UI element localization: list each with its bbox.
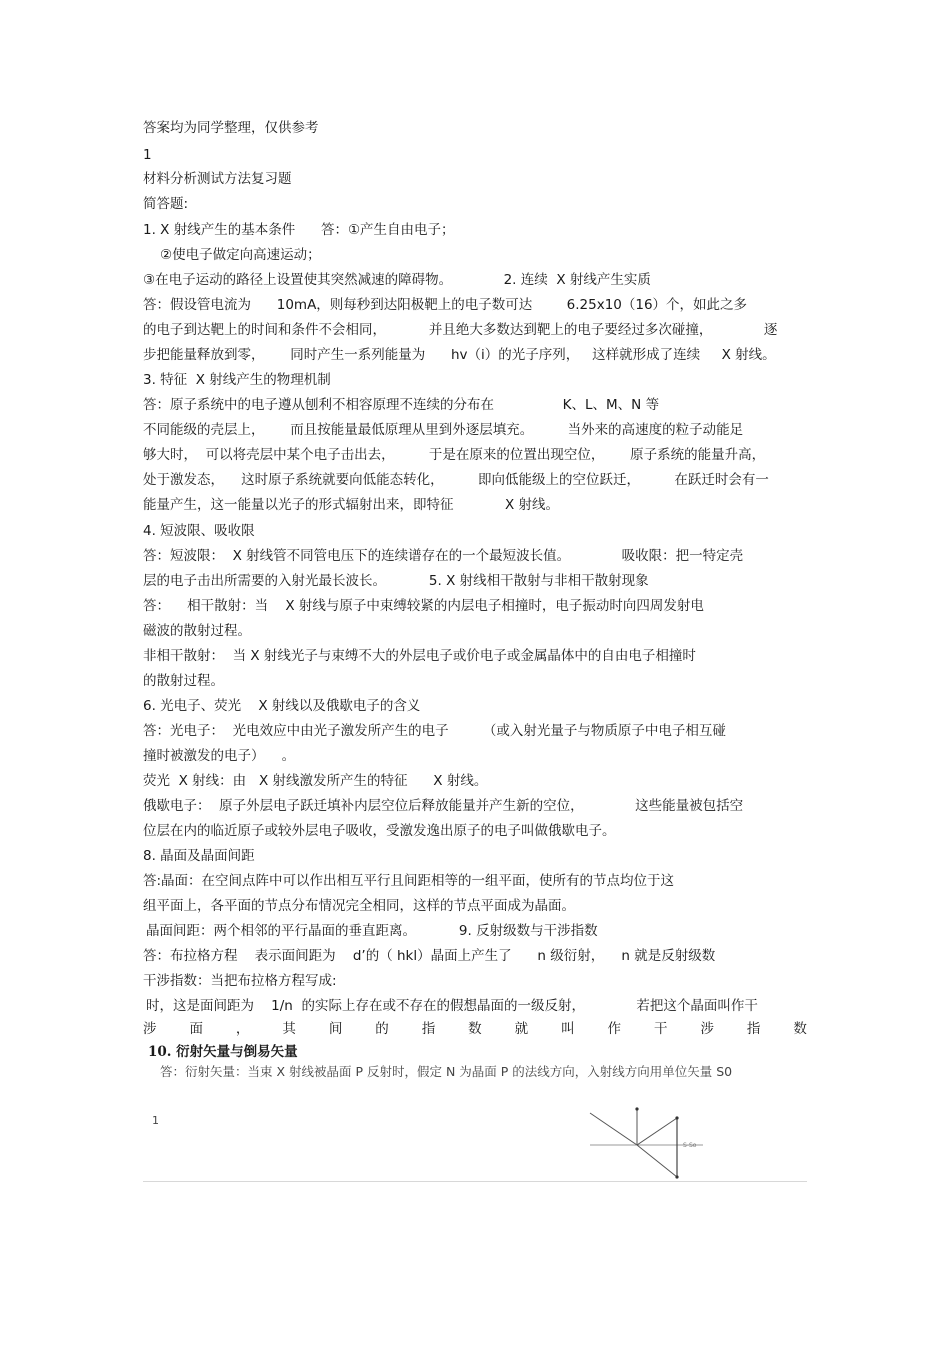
diagram-label: S-So [683, 1142, 697, 1149]
figure-number: 1 [152, 1114, 159, 1127]
reflected-ray [637, 1118, 677, 1145]
question-heading: 4. 短波限、吸收限 [143, 523, 255, 539]
page-number: 1 [143, 147, 152, 163]
figure-text: 答：衍射矢量：当束 X 射线被晶面 P 反射时，假定 N 为晶面 P 的法线方向，入射线方向用单位矢量 S0 [160, 1064, 733, 1079]
text-line: 俄歇电子： 原子外层电子跃迁填补内层空位后释放能量并产生新的空位， 这些能量被包括空 [143, 798, 744, 814]
text-line: 答： 相干散射：当 X 射线与原子中束缚较紧的内层电子相撞时，电子振动时向四周发射电 [143, 598, 704, 614]
text-line: 答：布拉格方程 表示面间距为 d’的（ hkl）晶面上产生了 n 级衍射， n 就是反射级数 [143, 948, 716, 964]
question-heading: 6. 光电子、荧光 X 射线以及俄歇电子的含义 [143, 698, 421, 714]
text-line: 答：原子系统中的电子遵从刨利不相容原理不连续的分布在 K、L、M、N 等 [143, 397, 660, 413]
question-heading: 8. 晶面及晶面间距 [143, 848, 255, 864]
text-line: 时，这是面间距为 1/n 的实际上存在或不存在的假想晶面的一级反射， 若把这个晶面叫作干 [146, 998, 758, 1014]
text-line: 够大时， 可以将壳层中某个电子击出去， 于是在原来的位置出现空位， 原子系统的能量升高， [143, 447, 766, 463]
char: ， [235, 1021, 250, 1037]
text-line: 位层在内的临近原子或较外层电子吸收，受激发逸出原子的电子叫做俄歇电子。 [143, 823, 616, 839]
text-line: 1. X 射线产生的基本条件 答：①产生自由电子； [143, 222, 455, 238]
char: 其 [282, 1021, 296, 1037]
incident-vector [637, 1145, 677, 1177]
section-heading: 简答题: [143, 196, 189, 212]
text-line: ②使电子做定向高速运动； [160, 247, 321, 263]
text-line: 答：光电子： 光电效应中由光子激发所产生的电子 （或入射光量子与物质原子中电子相互碰 [143, 723, 726, 739]
vector-endpoint [675, 1175, 678, 1178]
text-line: 非相干散射： 当 X 射线光子与束缚不大的外层电子或价电子或金属晶体中的自由电子相撞时 [143, 648, 696, 664]
text-line: 答:晶面：在空间点阵中可以作出相互平行且间距相等的一组平面，使所有的节点均位于这 [143, 873, 675, 889]
text-line: ③在电子运动的路径上设置使其突然减速的障碍物。 2. 连续 X 射线产生实质 [143, 272, 651, 288]
char: 指 [421, 1021, 436, 1037]
text-line: 答：短波限： X 射线管不同管电压下的连续谱存在的一个最短波长值。 吸收限：把一特定壳 [143, 548, 744, 564]
text-line: 答：假设管电流为 10mA，则每秒到达阳极靶上的电子数可达 6.25x10（16）个，如此之多 [143, 297, 748, 313]
page-divider [143, 1181, 807, 1182]
figure-title: 10. 衍射矢量与倒易矢量 [148, 1044, 298, 1060]
question-heading: 3. 特征 X 射线产生的物理机制 [143, 372, 331, 388]
char: 就 [514, 1021, 529, 1037]
char: 干 [653, 1021, 668, 1037]
char: 的 [375, 1021, 389, 1037]
char: 指 [746, 1021, 761, 1037]
note-line: 答案均为同学整理，仅供参考 [143, 120, 319, 136]
text-line: 干涉指数：当把布拉格方程写成: [143, 973, 337, 989]
char: 数 [793, 1021, 807, 1037]
text-line: 不同能级的壳层上， 而且按能量最低原理从里到外逐层填充。 当外来的高速度的粒子动能足 [143, 422, 744, 438]
text-line: 组平面上，各平面的节点分布情况完全相同，这样的节点平面成为晶面。 [143, 898, 575, 914]
char: 面 [189, 1021, 203, 1037]
text-line: 的散射过程。 [143, 673, 224, 689]
text-line: 磁波的散射过程。 [143, 623, 251, 639]
incident-ray [590, 1113, 637, 1145]
char: 涉 [700, 1021, 714, 1037]
char: 间 [328, 1021, 343, 1037]
justified-line [143, 1020, 807, 1038]
text-line: 的电子到达靶上的时间和条件不会相同， 并且绝大多数达到靶上的电子要经过多次碰撞， 逐 [143, 322, 778, 338]
char: 作 [607, 1021, 622, 1037]
char: 叫 [561, 1021, 575, 1037]
char: 数 [468, 1021, 482, 1037]
text-line: 处于激发态， 这时原子系统就要向低能态转化， 即向低能级上的空位跃迁， 在跃迁时会有一 [143, 472, 769, 488]
text-line: 步把能量释放到零， 同时产生一系列能量为 hv（i）的光子序列， 这样就形成了连续 X 射线。 [143, 347, 776, 363]
normal-arrow [635, 1107, 638, 1110]
text-line: 晶面间距：两个相邻的平行晶面的垂直距离。 9. 反射级数与干涉指数 [146, 923, 598, 939]
char: 涉 [143, 1021, 157, 1037]
document-title: 材料分析测试方法复习题 [143, 171, 292, 187]
text-line: 撞时被激发的电子） 。 [143, 748, 296, 764]
text-line: 能量产生，这一能量以光子的形式辐射出来，即特征 X 射线。 [143, 497, 560, 513]
vector-endpoint [675, 1116, 678, 1119]
text-line: 荧光 X 射线：由 X 射线激发所产生的特征 X 射线。 [143, 773, 488, 789]
text-line: 层的电子击出所需要的入射光最长波长。 5. X 射线相干散射与非相干散射现象 [143, 573, 649, 589]
